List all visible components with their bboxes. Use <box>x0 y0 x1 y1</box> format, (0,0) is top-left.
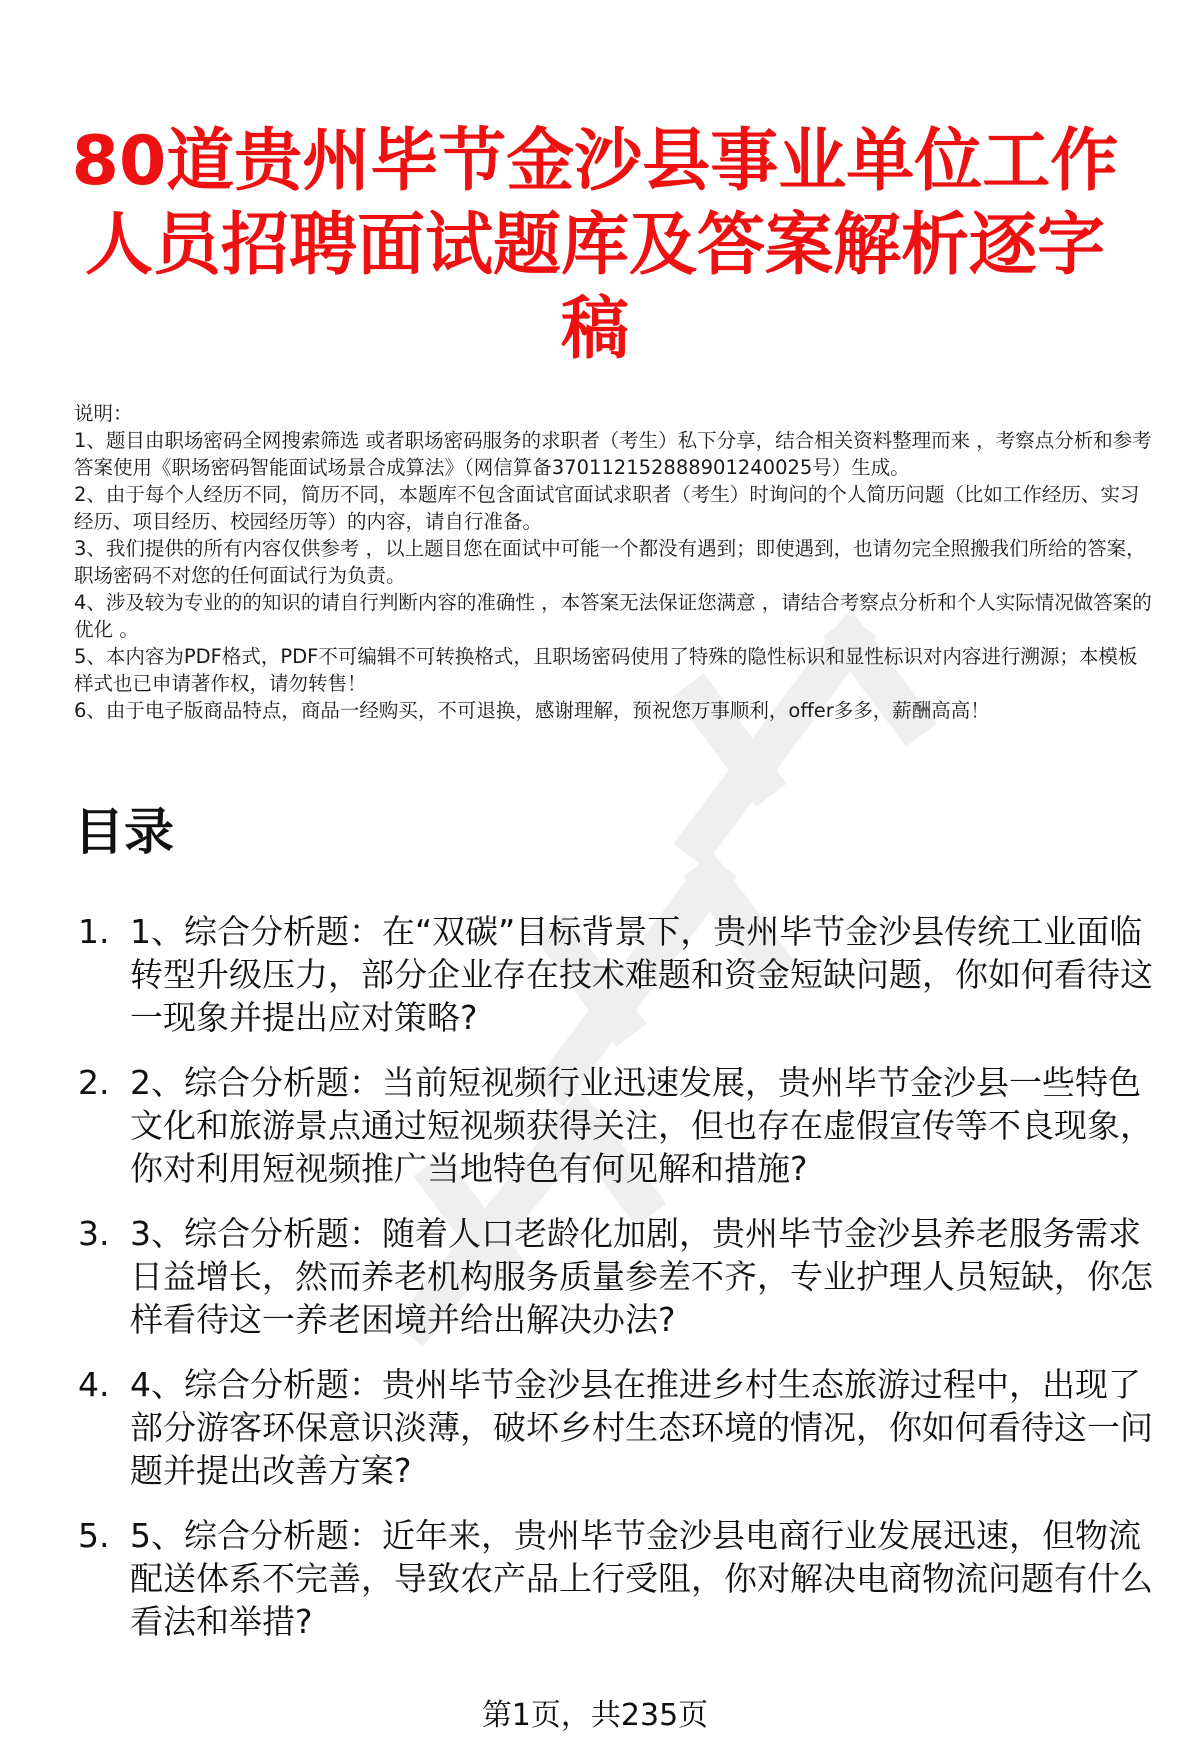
toc-item-text[interactable]: 1、综合分析题：在“双碳”目标背景下，贵州毕节金沙县传统工业面临转型升级压力，部分企业存在技术难题和资金短缺问题，你如何看待这一现象并提出应对策略? <box>130 912 1153 1037</box>
toc-item[interactable] <box>74 910 1164 1039</box>
note-item: 5、本内容为PDF格式，PDF不可编辑不可转换格式，且职场密码使用了特殊的隐性标识和显性标识对内容进行溯源；本模板样式也已申请著作权，请勿转售！ <box>74 645 1138 695</box>
toc-heading: 目录 <box>74 803 174 861</box>
toc-item-number: 1. <box>78 912 110 951</box>
toc-item-text[interactable]: 2、综合分析题：当前短视频行业迅速发展，贵州毕节金沙县一些特色文化和旅游景点通过短视频获得关注，但也存在虚假宣传等不良现象，你对利用短视频推广当地特色有何见解和措施? <box>130 1063 1153 1188</box>
toc-item-number: 2. <box>78 1063 110 1102</box>
toc-item[interactable] <box>74 1061 1164 1190</box>
toc-item[interactable] <box>74 1212 1164 1341</box>
toc-item-text[interactable]: 3、综合分析题：随着人口老龄化加剧，贵州毕节金沙县养老服务需求日益增长，然而养老机构服务质量参差不齐，专业护理人员短缺，你怎样看待这一养老困境并给出解决办法? <box>130 1214 1153 1339</box>
notes-section <box>74 400 1154 724</box>
toc-item-number: 5. <box>78 1516 110 1555</box>
toc-item-text[interactable]: 5、综合分析题：近年来，贵州毕节金沙县电商行业发展迅速，但物流配送体系不完善，导致农产品上行受阻，你对解决电商物流问题有什么看法和举措? <box>130 1516 1153 1641</box>
toc-list <box>74 910 1164 1665</box>
note-item: 3、我们提供的所有内容仅供参考 ，以上题目您在面试中可能一个都没有遇到；即使遇到，也请勿完全照搬我们所给的答案，职场密码不对您的任何面试行为负责。 <box>74 537 1146 587</box>
note-item: 4、涉及较为专业的的知识的请自行判断内容的准确性 ，本答案无法保证您满意 ，请结合考察点分析和个人实际情况做答案的优化 。 <box>74 591 1152 641</box>
toc-item[interactable] <box>74 1363 1164 1492</box>
page-footer: 第1页，共235页 <box>481 1698 709 1733</box>
document-title: 80道贵州毕节金沙县事业单位工作人员招聘面试题库及答案解析逐字稿 <box>71 122 1119 369</box>
notes-heading: 说明： <box>74 402 133 425</box>
toc-item-number: 3. <box>78 1214 110 1253</box>
toc-item[interactable] <box>74 1514 1164 1643</box>
note-item: 6、由于电子版商品特点，商品一经购买，不可退换，感谢理解，预祝您万事顺利，offer多多，薪酬高高！ <box>74 699 990 722</box>
note-item: 2、由于每个人经历不同，简历不同，本题库不包含面试官面试求职者（考生）时询问的个人简历问题（比如工作经历、实习经历、项目经历、校园经历等）的内容，请自行准备。 <box>74 483 1140 533</box>
note-item: 1、题目由职场密码全网搜索筛选 或者职场密码服务的求职者（考生）私下分享，结合相关资料整理而来 ，考察点分析和参考答案使用《职场密码智能面试场景合成算法》（网信算备370112152888901240025号）生成。 <box>74 429 1152 479</box>
toc-item-number: 4. <box>78 1365 110 1404</box>
toc-item-text[interactable]: 4、综合分析题：贵州毕节金沙县在推进乡村生态旅游过程中，出现了部分游客环保意识淡薄，破坏乡村生态环境的情况，你如何看待这一问题并提出改善方案? <box>130 1365 1153 1490</box>
